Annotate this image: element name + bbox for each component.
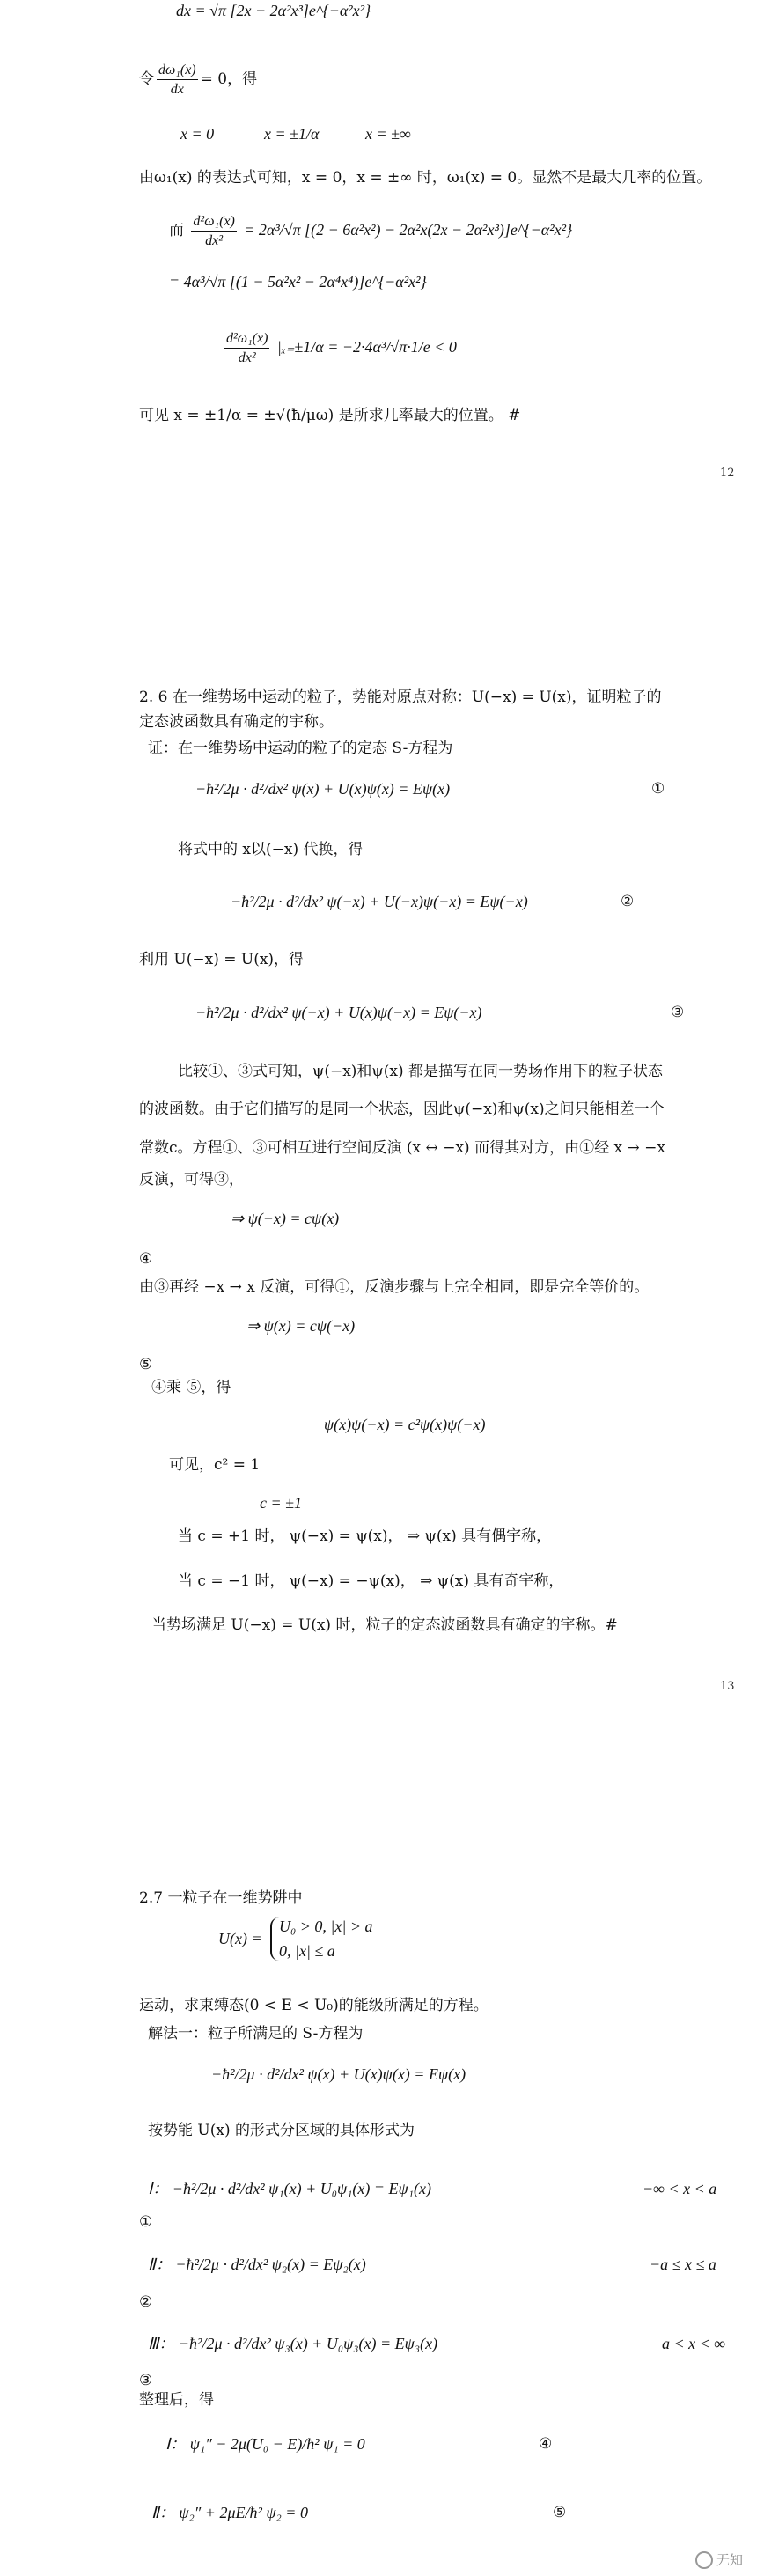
c-value: c = ±1: [260, 1494, 303, 1512]
d2-rhs: = 2α³/√π [(2 − 6α²x²) − 2α²x(2x − 2α²x³)]e^{−α²x²}: [244, 221, 573, 239]
region-1-number: ①: [139, 2213, 153, 2231]
region-1-equation: Ⅰ： −ħ²/2μ · d²/dx² ψ₁(x) + U₀ψ₁(x) = Eψ₁(x): [148, 2180, 431, 2197]
compare-line-4: 反演，可得③，: [139, 1171, 244, 1189]
result-4: ⇒ ψ(−x) = cψ(x): [231, 1210, 340, 1227]
analysis-text: 由ω₁(x) 的表达式可知，x = 0，x = ±∞ 时，ω₁(x) = 0。显然不是最大几率的位置。: [139, 169, 712, 187]
compare-line-2: 的波函数。由于它们描写的是同一个状态，因此ψ(−x)和ψ(x)之间只能相差一个: [139, 1100, 665, 1118]
replace-text: 将式中的 x以(−x) 代换，得: [178, 841, 364, 858]
potential-case-inside: 0, |x| ≤ a: [279, 1941, 335, 1960]
equation-1-number: ①: [651, 780, 665, 798]
equation-5: Ⅱ： ψ₂″ + 2μE/ħ² ψ₂ = 0: [151, 2504, 308, 2521]
d2-denominator: dx²: [205, 233, 224, 249]
cond-numerator: dω₁(x): [157, 62, 198, 80]
region-2-number: ②: [139, 2293, 153, 2311]
result-4-number: ④: [139, 1250, 153, 1268]
solution-intro: 解法一：粒子所满足的 S-方程为: [148, 2025, 364, 2042]
watermark: [695, 2550, 743, 2570]
tidy-text: 整理后，得: [139, 2391, 214, 2409]
region-1-range: −∞ < x < a: [643, 2180, 717, 2197]
d2-eval-denominator: dx²: [238, 350, 256, 366]
result-5: ⇒ ψ(x) = cψ(−x): [246, 1317, 356, 1335]
region-3-range: a < x < ∞: [662, 2335, 726, 2352]
watermark-text: 无知: [716, 2551, 743, 2568]
compare-line-1: 比较①、③式可知，ψ(−x)和ψ(x) 都是描写在同一势场作用下的粒子状态: [178, 1063, 664, 1080]
proof-intro: 证：在一维势场中运动的粒子的定态 S-方程为: [148, 740, 453, 757]
region-2-equation: Ⅱ： −ħ²/2μ · d²/dx² ψ₂(x) = Eψ₂(x): [148, 2256, 366, 2273]
equation-4: Ⅰ： ψ₁″ − 2μ(U₀ − E)/ħ² ψ₁ = 0: [165, 2435, 365, 2453]
potential-lhs: U(x) =: [218, 1929, 262, 1947]
equation-3-number: ③: [671, 1004, 685, 1021]
equation-1: −ħ²/2μ · d²/dx² ψ(x) + U(x)ψ(x) = Eψ(x): [195, 780, 451, 798]
motion-text: 运动，求束缚态(0 < E < U₀)的能级所满足的方程。: [139, 1997, 489, 2014]
page-number-13: 13: [720, 1680, 735, 1693]
conclusion-text: 可见 x = ±1/α = ±√(ħ/μω) 是所求几率最大的位置。 #: [139, 407, 521, 424]
product-equation: ψ(x)ψ(−x) = c²ψ(x)ψ(−x): [324, 1416, 486, 1433]
and-word: 而: [169, 222, 184, 240]
region-2-range: −a ≤ x ≤ a: [650, 2256, 716, 2273]
watermark-logo-icon: [695, 2551, 713, 2569]
problem-2-7-title: 2.7 一粒子在一维势阱中: [139, 1889, 303, 1907]
root-2: x = ±1/α: [264, 125, 320, 143]
equation-4-number: ④: [539, 2435, 553, 2453]
odd-parity-text: 当 c = −1 时， ψ(−x) = −ψ(x)， ⇒ ψ(x) 具有奇宇称，: [178, 1572, 564, 1590]
region-intro: 按势能 U(x) 的形式分区域的具体形式为: [148, 2122, 415, 2139]
cond-denominator: dx: [170, 82, 184, 98]
d2-numerator: d²ω₁(x): [191, 213, 236, 232]
even-parity-text: 当 c = +1 时， ψ(−x) = ψ(x)， ⇒ ψ(x) 具有偶宇称，: [178, 1527, 552, 1545]
problem-2-6-title: 2. 6 在一维势场中运动的粒子，势能对原点对称：U(−x) = U(x)，证明粒子的: [139, 688, 662, 706]
equation-2-number: ②: [621, 893, 635, 910]
d2-evaluated: [222, 330, 457, 366]
region-3-equation: Ⅲ： −ħ²/2μ · d²/dx² ψ₃(x) + U₀ψ₃(x) = Eψ₃(x): [148, 2335, 438, 2352]
second-derivative-line: [169, 213, 572, 249]
equation-3: −ħ²/2μ · d²/dx² ψ(−x) + U(x)ψ(−x) = Eψ(−x): [195, 1004, 482, 1021]
potential-cases: [270, 1917, 372, 1961]
parity-conclusion: 当势场满足 U(−x) = U(x) 时，粒子的定态波函数具有确定的宇称。#: [151, 1616, 618, 1634]
equation-5-number: ⑤: [553, 2504, 567, 2521]
root-3: x = ±∞: [365, 125, 411, 143]
d2-eval-numerator: d²ω₁(x): [224, 330, 269, 349]
reverse-text: 由③再经 −x → x 反演，可得①，反演步骤与上完全相同，即是完全等价的。: [139, 1278, 650, 1296]
top-equation-fragment: dx = √π [2x − 2α²x³]e^{−α²x²}: [176, 2, 371, 19]
result-5-number: ⑤: [139, 1356, 153, 1373]
condition-line: [139, 62, 257, 98]
cond-rest: = 0，得: [200, 70, 258, 89]
equation-2: −ħ²/2μ · d²/dx² ψ(−x) + U(−x)ψ(−x) = Eψ(−x): [231, 893, 528, 910]
multiply-text: ④乘 ⑤，得: [151, 1379, 231, 1396]
d2-rhs-simplified: = 4α³/√π [(1 − 5α²x² − 2α⁴x⁴)]e^{−α²x²}: [169, 273, 427, 291]
compare-line-3: 常数c。方程①、③可相互进行空间反演 (x ↔ −x) 而得其对方，由①经 x → −x: [139, 1139, 665, 1157]
potential-case-outside: U₀ > 0, |x| > a: [279, 1917, 373, 1935]
root-1: x = 0: [180, 125, 215, 143]
problem-2-6-title-cont: 定态波函数具有确定的宇称。: [139, 713, 334, 731]
d2-eval-rhs: |ₓ₌±1/α = −2·4α³/√π·1/e < 0: [276, 338, 457, 357]
region-3-number: ③: [139, 2372, 153, 2389]
use-symmetry-text: 利用 U(−x) = U(x)，得: [139, 951, 305, 968]
potential-definition: [218, 1917, 372, 1961]
let-word: 令: [139, 70, 154, 89]
page-number-12: 12: [720, 467, 735, 480]
c-squared-text: 可见，c² = 1: [169, 1456, 261, 1474]
schrodinger-equation: −ħ²/2μ · d²/dx² ψ(x) + U(x)ψ(x) = Eψ(x): [211, 2065, 466, 2083]
